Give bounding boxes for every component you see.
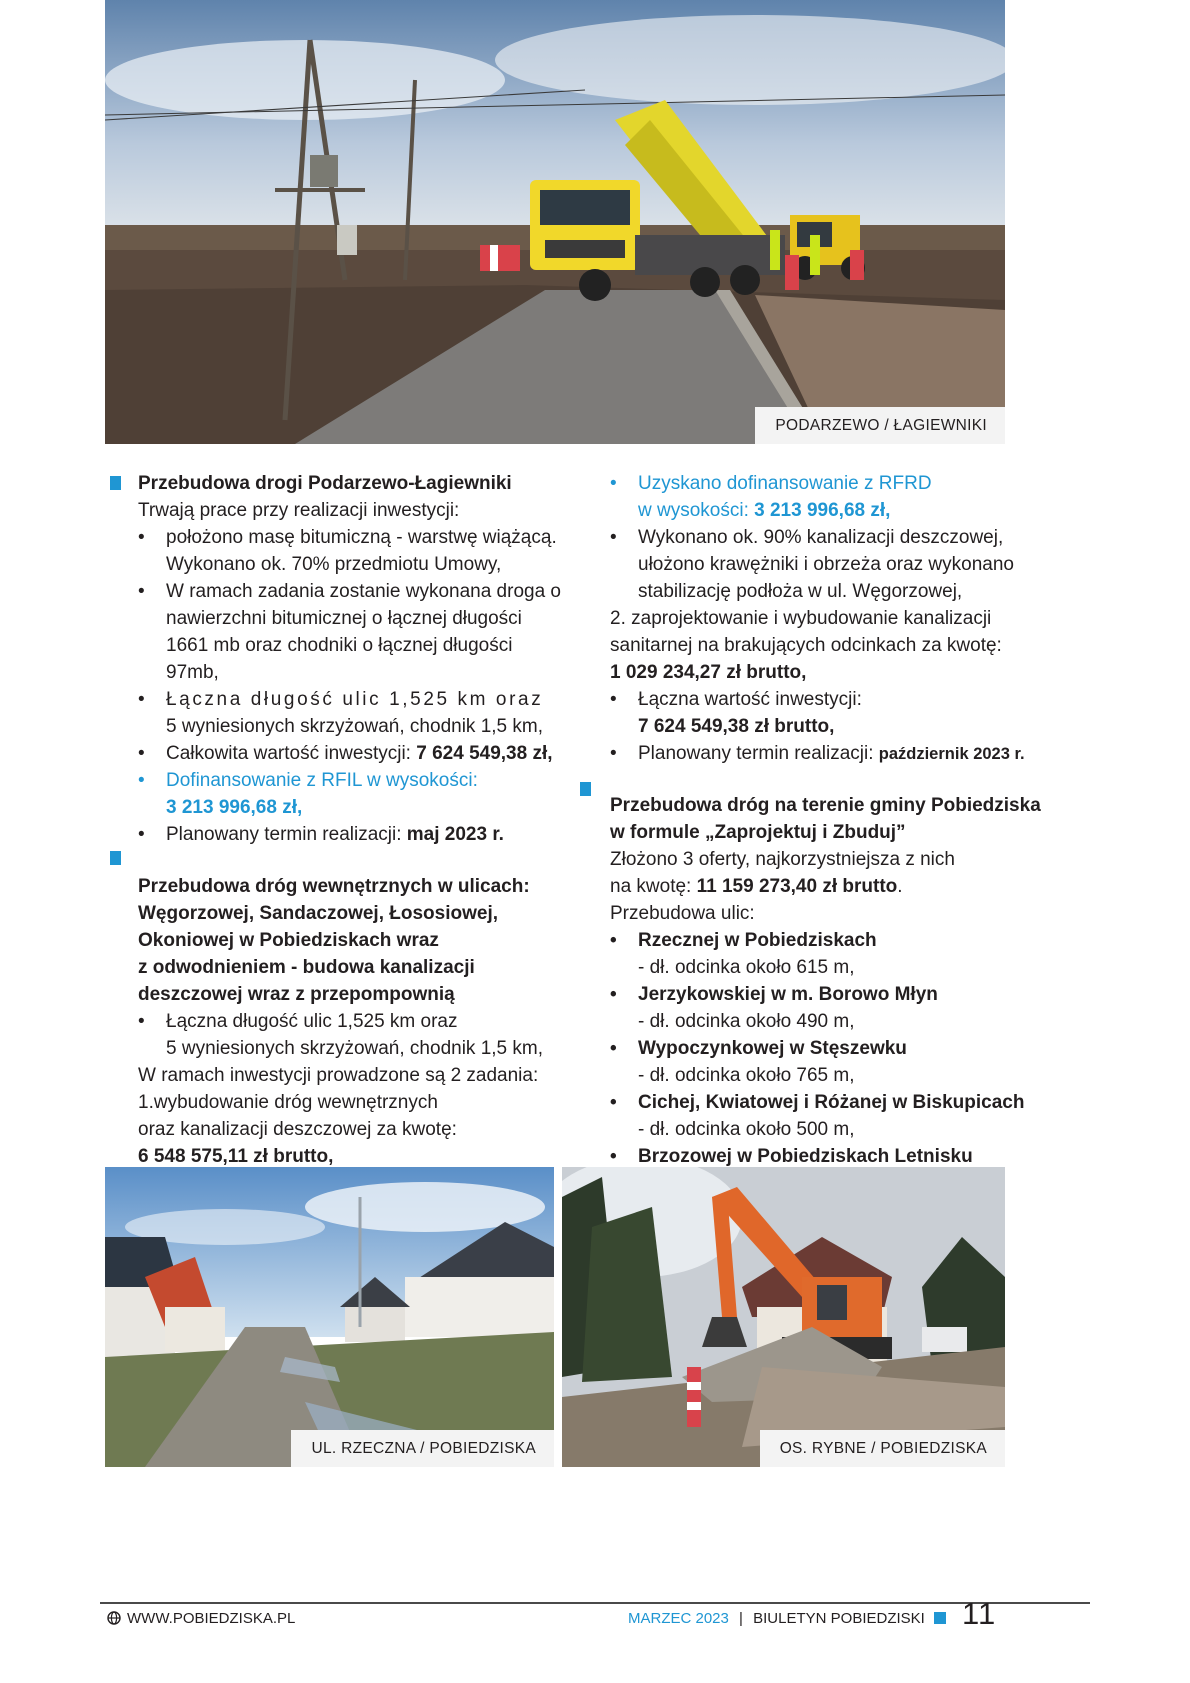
list-item: Łączna wartość inwestycji: — [638, 689, 862, 710]
footer-divider — [100, 1602, 1090, 1604]
list-item: ułożono krawężniki i obrzeża oraz wykonano — [638, 554, 1014, 575]
square-bullet-icon — [580, 782, 591, 796]
list-item: • Brzozowej w Pobiedziskach Letnisku — [610, 1146, 973, 1167]
deadline-value: październik 2023 r. — [878, 745, 1025, 763]
list-item: Łączna długość ulic 1,525 km oraz — [166, 689, 544, 710]
globe-icon — [107, 1611, 121, 1625]
list-item: położono masę bitumiczną - warstwę wiążącą. — [166, 527, 557, 548]
funding-label: w wysokości: — [638, 500, 755, 521]
section-heading: Węgorzowej, Sandaczowej, Łososiowej, — [138, 903, 499, 924]
bottom-left-caption: UL. RZECZNA / POBIEDZISKA — [291, 1430, 554, 1467]
top-photo-caption: PODARZEWO / ŁAGIEWNIKI — [755, 407, 1005, 444]
list-item: • Wypoczynkowej w Stęszewku — [610, 1038, 907, 1059]
list-item: Całkowita wartość inwestycji: — [166, 743, 417, 764]
list-item: • Cichej, Kwiatowej i Różanej w Biskupicach — [610, 1092, 1025, 1113]
street-length: - dł. odcinka około 765 m, — [638, 1065, 855, 1086]
paragraph: sanitarnej na brakujących odcinkach za kwotę: — [610, 635, 1002, 656]
paragraph: 1.wybudowanie dróg wewnętrznych — [138, 1092, 438, 1113]
street-length: - dł. odcinka około 500 m, — [638, 1119, 855, 1140]
list-item: Łączna długość ulic 1,525 km oraz — [166, 1011, 458, 1032]
amount-value: 11 159 273,40 zł brutto — [696, 876, 898, 897]
issue-date: MARZEC 2023 — [628, 1610, 729, 1627]
page-number: 11 — [962, 1596, 997, 1631]
list-item: Planowany termin realizacji: — [166, 824, 407, 845]
list-item: 1661 mb oraz chodniki o łącznej długości — [166, 635, 513, 656]
amount-value: 6 548 575,11 zł brutto, — [138, 1146, 334, 1167]
deadline-value: maj 2023 r. — [406, 824, 504, 845]
publication-title: BIULETYN POBIEDZISKI — [753, 1610, 925, 1627]
section-intro: Trwają prace przy realizacji inwestycji: — [138, 500, 460, 521]
list-item: 97mb, — [166, 662, 219, 683]
street-name: Rzecznej w Pobiedziskach — [638, 930, 877, 951]
section-heading: deszczowej wraz z przepompownią — [138, 984, 455, 1005]
section-heading: Przebudowa dróg na terenie gminy Pobiedziska — [610, 795, 1041, 816]
site-url: WWW.POBIEDZISKA.PL — [127, 1610, 296, 1627]
street-name: Cichej, Kwiatowej i Różanej w Biskupicach — [638, 1092, 1025, 1113]
paragraph: 2. zaprojektowanie i wybudowanie kanalizacji — [610, 608, 992, 629]
section-heading: Przebudowa dróg wewnętrznych w ulicach: — [138, 876, 530, 897]
bottom-right-caption: OS. RYBNE / POBIEDZISKA — [760, 1430, 1005, 1467]
list-item: nawierzchni bitumicznej o łącznej długości — [166, 608, 522, 629]
square-bullet-icon — [110, 851, 121, 865]
section-heading: Okoniowej w Pobiedziskach wraz — [138, 930, 439, 951]
section-heading: w formule „Zaprojektuj i Zbuduj” — [610, 822, 906, 843]
paragraph: oraz kanalizacji deszczowej za kwotę: — [138, 1119, 457, 1140]
footer-issue — [628, 1610, 925, 1627]
street-length: - dł. odcinka około 615 m, — [638, 957, 855, 978]
funding-label: Dofinansowanie z RFIL w wysokości: — [166, 770, 478, 791]
section-wegorzowa: Przebudowa dróg wewnętrznych w ulicach: Węgorzowej, Sandaczowej, Łososiowej, Okoniowej w Pobiedziskach wraz z odwodnieniem - budowa kanalizacji deszczowej wraz z przepompownią • Łączna długość ulic 1,525 km oraz 5 wyniesionych skrzyżowań, chodnik 1,5 km, W ramach inwestycji prowadzone są 2 zadania: 1.wybudowanie dróg wewnętrznych oraz kanalizacji deszczowej za kwotę: 6 548 575,11 zł brutto, — [110, 873, 536, 1170]
section-heading: Przebudowa drogi Podarzewo-Łagiewniki — [138, 473, 512, 494]
square-bullet-icon — [934, 1612, 946, 1624]
list-item: Wykonano ok. 90% kanalizacji deszczowej, — [638, 527, 1004, 548]
right-column: • Uzyskano dofinansowanie z RFRD w wysokości: 3 213 996,68 zł, • Wykonano ok. 90% kanalizacji deszczowej, ułożono krawężniki i obrzeża oraz wykonano stabilizację podłoża w ul. Węgorzowej, 2. zaprojektowanie i wybudowanie kanalizacji sanitarnej na brakujących odcinkach za kwotę: 1 029 234,27 zł brutto, • Łączna wartość inwestycji: 7 624 549,38 zł brutto, • Planowany termin realizacji: październik 2023 r. Przebudowa dróg na terenie gminy Pobiedziska w formule „Zaprojektuj i Zbuduj” Złożono 3 oferty, najkorzystniejsza z nich na kwotę: 11 159 273,40 zł brutto. Przebudowa ulic: • Rzecznej w Pobiedziskach - dł. odcinka około 615 m, • Jerzykowskiej w m. Borowo Młyn - dł. odcinka około 490 m, • Wypoczynkowej w Stęszewku - dł. odcinka około 765 m, • Cichej, Kwiatowej i Różanej w Biskupicach - dł. odcinka około 500 m, • Brzozowej w Pobiedziskach Letnisku — [610, 470, 1006, 1197]
section-podarzewo: Przebudowa drogi Podarzewo-Łagiewniki Trwają prace przy realizacji inwestycji: • położono masę bitumiczną - warstwę wiążącą. Wykonano ok. 70% przedmiotu Umowy, • W ramach zadania zostanie wykonana droga o nawierzchni bitumicznej o łącznej długości 1661 mb oraz chodniki o łącznej długości 97mb, • Łączna długość ulic 1,525 km oraz 5 wyniesionych skrzyżowań, chodnik 1,5 km, • Całkowita wartość inwestycji: 7 624 549,38 zł, • Dofinansowanie z RFIL w wysokości: 3 213 996,68 zł, • Planowany termin realizacji: maj 2023 r. — [110, 470, 536, 848]
street-name: Brzozowej w Pobiedziskach Letnisku — [638, 1146, 973, 1167]
street-list — [610, 927, 1025, 1197]
list-item: • Rzecznej w Pobiedziskach — [610, 930, 877, 951]
paragraph: W ramach inwestycji prowadzone są 2 zadania: — [138, 1065, 539, 1086]
paragraph: Złożono 3 oferty, najkorzystniejsza z nich — [610, 849, 955, 870]
investment-value: 7 624 549,38 zł, — [416, 743, 553, 764]
list-item: Wykonano ok. 70% przedmiotu Umowy, — [166, 554, 502, 575]
paragraph: Przebudowa ulic: — [610, 903, 755, 924]
list-item: 5 wyniesionych skrzyżowań, chodnik 1,5 km, — [166, 716, 543, 737]
section-heading: z odwodnieniem - budowa kanalizacji — [138, 957, 475, 978]
amount-value: 7 624 549,38 zł brutto, — [638, 716, 835, 737]
footer-separator: | — [739, 1610, 743, 1627]
street-name: Wypoczynkowej w Stęszewku — [638, 1038, 907, 1059]
list-item: stabilizację podłoża w ul. Węgorzowej, — [638, 581, 963, 602]
bottom-left-photo — [105, 1167, 554, 1467]
funding-value: 3 213 996,68 zł, — [754, 500, 891, 521]
street-houses-illustration — [105, 1167, 554, 1467]
amount-value: 1 029 234,27 zł brutto, — [610, 662, 807, 683]
punctuation: . — [897, 876, 903, 897]
list-item: W ramach zadania zostanie wykonana droga o — [166, 581, 562, 602]
footer-site[interactable] — [107, 1610, 295, 1627]
excavator-illustration — [562, 1167, 1005, 1467]
street-length: - dł. odcinka około 490 m, — [638, 1011, 855, 1032]
bottom-right-photo — [562, 1167, 1005, 1467]
construction-truck-illustration — [105, 0, 1005, 444]
list-item: Planowany termin realizacji: — [638, 743, 879, 764]
funding-label: Uzyskano dofinansowanie z RFRD — [638, 473, 932, 494]
list-item: • Jerzykowskiej w m. Borowo Młyn — [610, 984, 938, 1005]
left-column — [110, 470, 562, 1170]
paragraph: na kwotę: — [610, 876, 697, 897]
funding-value: 3 213 996,68 zł, — [166, 797, 303, 818]
top-photo — [105, 0, 1005, 444]
street-name: Jerzykowskiej w m. Borowo Młyn — [638, 984, 938, 1005]
list-item: 5 wyniesionych skrzyżowań, chodnik 1,5 km, — [166, 1038, 543, 1059]
square-bullet-icon — [110, 476, 121, 490]
